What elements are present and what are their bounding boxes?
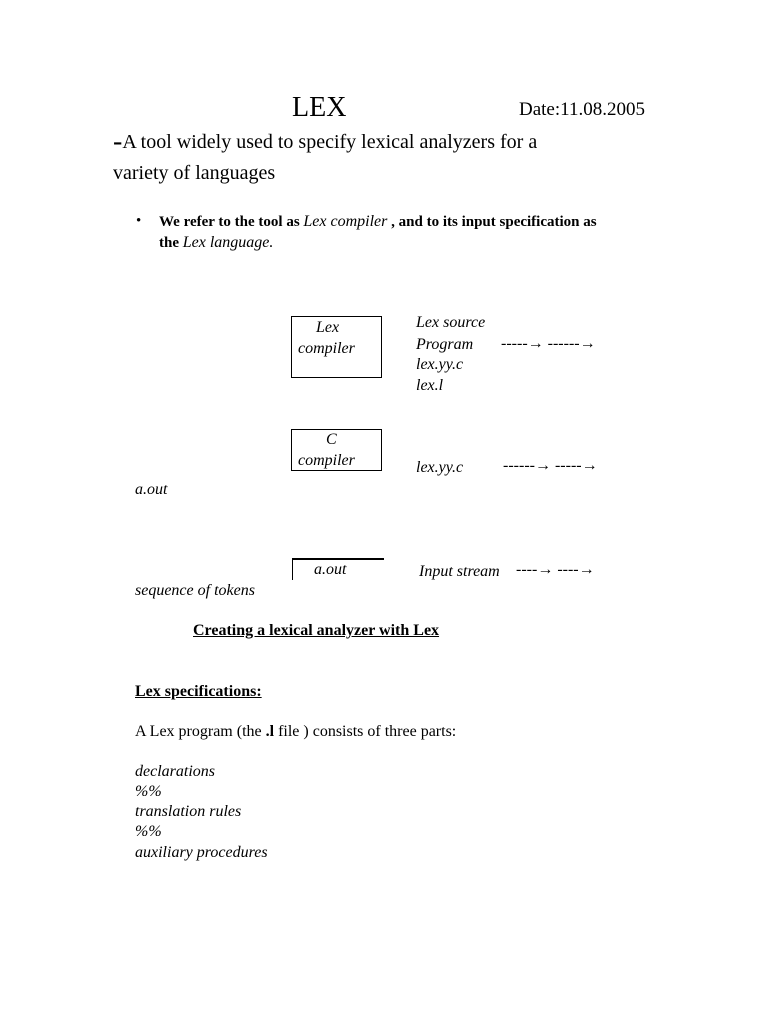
aout-output: sequence of tokens	[135, 582, 255, 599]
lex-input-2: Program	[416, 336, 474, 353]
bullet-text-1a: We refer to the tool as	[159, 214, 304, 230]
spec-intro-b: .l	[265, 723, 275, 740]
c-compiler-label-1: C	[326, 431, 337, 448]
bullet-text-1c: , and to its input specification as	[387, 214, 597, 230]
spec-part-2: %%	[135, 783, 162, 800]
lex-compiler-label-2: compiler	[298, 340, 355, 357]
bullet-text-1b: Lex compiler	[303, 213, 388, 230]
aout-input: Input stream	[419, 563, 500, 580]
intro-text-1: A tool widely used to specify lexical analyzers for a	[122, 131, 538, 153]
spec-intro-a: A Lex program (the	[135, 723, 266, 740]
bullet-text-2a: the	[159, 235, 183, 251]
spec-heading: Lex specifications:	[135, 683, 262, 700]
intro-line-1	[113, 126, 538, 157]
aout-label: a.out	[314, 561, 347, 578]
spec-intro-c: file ) consists of three parts:	[274, 723, 457, 740]
intro-line-2: variety of languages	[113, 162, 276, 184]
intro-dash: -	[113, 126, 123, 157]
document-date: Date:11.08.2005	[519, 99, 645, 120]
document-title: LEX	[292, 92, 347, 123]
diagram-caption: Creating a lexical analyzer with Lex	[193, 622, 440, 639]
bullet-icon: •	[136, 213, 142, 229]
lex-arrows: -----→ ------→	[501, 335, 596, 352]
spec-part-5: auxiliary procedures	[135, 844, 268, 861]
c-compiler-input: lex.yy.c	[416, 459, 464, 476]
aout-arrows: ----→ ----→	[516, 561, 595, 578]
lex-compiler-label-1: Lex	[316, 319, 340, 336]
c-compiler-arrows: ------→ -----→	[503, 457, 598, 474]
spec-intro	[135, 723, 456, 741]
spec-part-1: declarations	[135, 763, 215, 780]
bullet-text-2b: Lex language	[182, 234, 270, 251]
spec-part-3: translation rules	[135, 803, 242, 820]
bullet-text-2c: .	[269, 234, 274, 251]
bullet-line-1	[159, 213, 597, 231]
lex-input-1: Lex source	[416, 314, 486, 331]
lex-input-3: lex.yy.c	[416, 356, 464, 373]
lex-input-4: lex.l	[416, 377, 444, 394]
aout-box-topline	[292, 558, 384, 560]
c-compiler-label-2: compiler	[298, 452, 355, 469]
bullet-line-2	[159, 234, 273, 252]
c-compiler-output: a.out	[135, 481, 168, 498]
spec-part-4: %%	[135, 823, 162, 840]
